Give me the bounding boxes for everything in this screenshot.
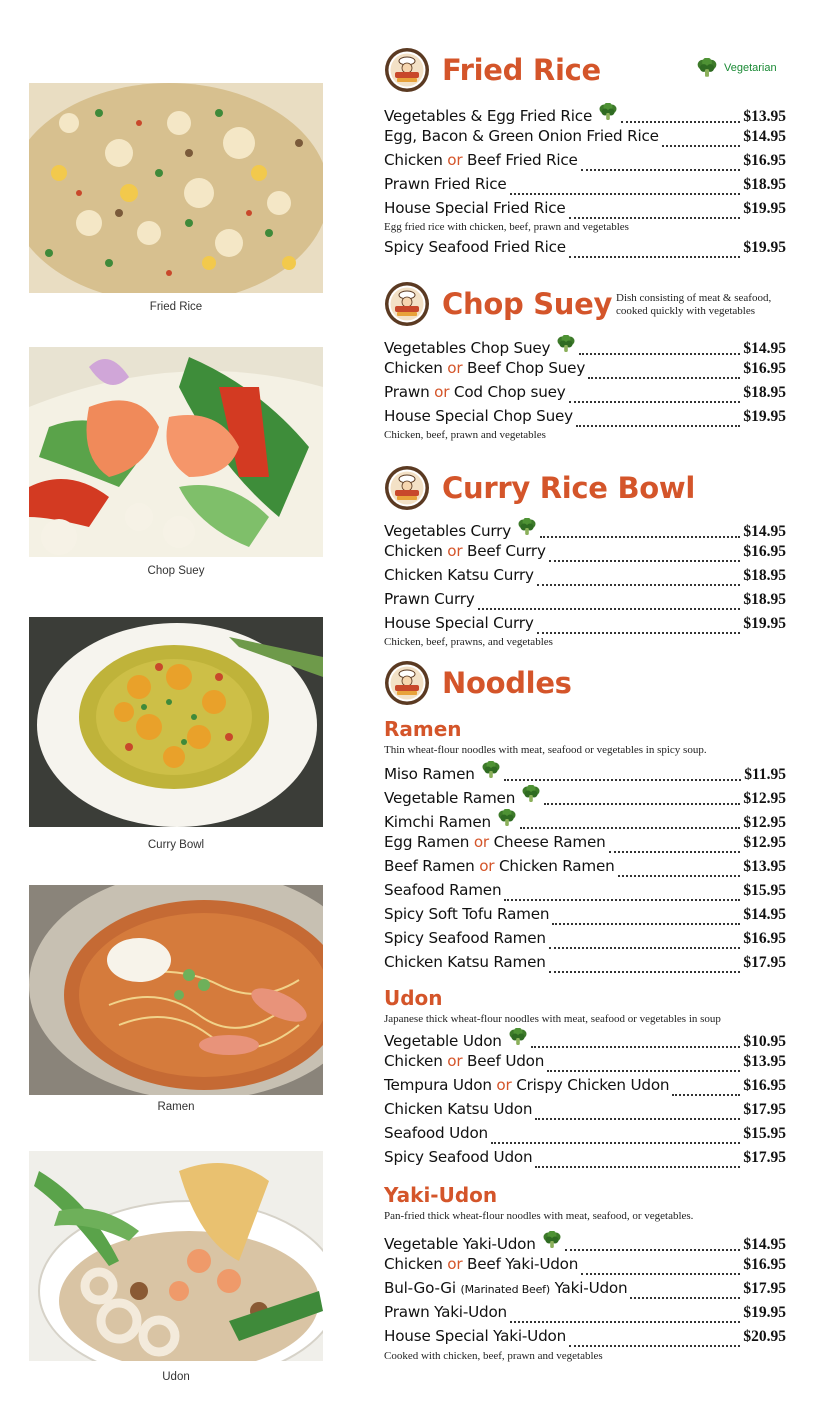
photo-caption: Fried Rice — [149, 301, 203, 313]
menu-item: Chicken or Beef Udon $13.95 — [384, 1052, 786, 1070]
udon-photo — [29, 1151, 323, 1361]
menu-item: Spicy Seafood Ramen $16.95 — [384, 929, 786, 947]
restaurant-logo-icon — [384, 47, 430, 93]
vegetarian-icon — [481, 761, 501, 779]
photo-caption: Ramen — [157, 1101, 195, 1113]
menu-item: Bul-Go-Gi (Marinated Beef) Yaki-Udon $17.95 — [384, 1279, 786, 1297]
menu-item: Miso Ramen $11.95 — [384, 761, 786, 785]
item-description: Chicken, beef, prawn and vegetables — [384, 429, 546, 441]
photo-caption: Udon — [162, 1371, 190, 1383]
vegetarian-icon — [556, 335, 576, 353]
vegetarian-legend — [696, 58, 777, 78]
menu-item: Vegetables Curry $14.95 — [384, 518, 786, 542]
menu-item: Spicy Soft Tofu Ramen $14.95 — [384, 905, 786, 923]
section-header-curry — [384, 465, 695, 511]
menu-item: Seafood Udon $15.95 — [384, 1124, 786, 1142]
fried-rice-photo — [29, 83, 323, 293]
section-header-fried-rice — [384, 47, 601, 93]
curry-bowl-photo — [29, 617, 323, 827]
vegetarian-icon — [508, 1028, 528, 1046]
vegetarian-icon — [521, 785, 541, 803]
item-description: Cooked with chicken, beef, prawn and vegetables — [384, 1350, 603, 1362]
menu-item: Chicken or Beef Fried Rice $16.95 — [384, 151, 786, 169]
vegetarian-icon — [542, 1231, 562, 1249]
broccoli-icon — [696, 58, 718, 78]
section-title: Chop Suey — [442, 287, 613, 321]
menu-item: House Special Yaki-Udon $20.95 — [384, 1327, 786, 1345]
menu-item: Prawn Fried Rice $18.95 — [384, 175, 786, 193]
menu-item: Tempura Udon or Crispy Chicken Udon $16.95 — [384, 1076, 786, 1094]
menu-item: Prawn Curry $18.95 — [384, 590, 786, 608]
subsection-title: Udon — [384, 986, 443, 1010]
menu-item: Vegetable Ramen $12.95 — [384, 785, 786, 809]
subsection-title: Yaki-Udon — [384, 1183, 498, 1207]
menu-item: Beef Ramen or Chicken Ramen $13.95 — [384, 857, 786, 875]
menu-item: Vegetables Chop Suey $14.95 — [384, 335, 786, 359]
subsection-description: Thin wheat-flour noodles with meat, seafood or vegetables in spicy soup. — [384, 744, 707, 756]
section-title: Curry Rice Bowl — [442, 471, 696, 505]
section-title: Fried Rice — [442, 53, 601, 87]
vegetarian-icon — [517, 518, 537, 536]
menu-item: House Special Curry $19.95 — [384, 614, 786, 632]
menu-item: Chicken or Beef Yaki-Udon $16.95 — [384, 1255, 786, 1273]
menu-item: Vegetable Yaki-Udon $14.95 — [384, 1231, 786, 1255]
subsection-description: Japanese thick wheat-flour noodles with meat, seafood or vegetables in soup — [384, 1013, 721, 1025]
section-note: Dish consisting of meat & seafood, cooked quickly with vegetables — [616, 292, 772, 317]
menu-item: Chicken or Beef Chop Suey $16.95 — [384, 359, 786, 377]
restaurant-logo-icon — [384, 660, 430, 706]
item-description: Chicken, beef, prawns, and vegetables — [384, 636, 553, 648]
menu-item: Chicken Katsu Ramen $17.95 — [384, 953, 786, 971]
section-header-chop-suey — [384, 281, 612, 327]
subsection-description: Pan-fried thick wheat-flour noodles with meat, seafood, or vegetables. — [384, 1210, 694, 1222]
menu-item: House Special Fried Rice $19.95 — [384, 199, 786, 217]
menu-item: House Special Chop Suey $19.95 — [384, 407, 786, 425]
ramen-photo — [29, 885, 323, 1095]
menu-item: Chicken Katsu Curry $18.95 — [384, 566, 786, 584]
subsection-title: Ramen — [384, 717, 462, 741]
menu-item: Spicy Seafood Fried Rice $19.95 — [384, 238, 786, 256]
menu-item: Egg, Bacon & Green Onion Fried Rice $14.95 — [384, 127, 786, 145]
menu-item: Kimchi Ramen $12.95 — [384, 809, 786, 833]
menu-item: Prawn or Cod Chop suey $18.95 — [384, 383, 786, 401]
menu-item: Vegetable Udon $10.95 — [384, 1028, 786, 1052]
menu-item: Egg Ramen or Cheese Ramen $12.95 — [384, 833, 786, 851]
legend-label: Vegetarian — [724, 62, 777, 74]
vegetarian-icon — [598, 103, 618, 121]
menu-item: Spicy Seafood Udon $17.95 — [384, 1148, 786, 1166]
chop-suey-photo — [29, 347, 323, 557]
menu-item: Seafood Ramen $15.95 — [384, 881, 786, 899]
photo-caption: Chop Suey — [147, 565, 205, 577]
menu-item: Chicken or Beef Curry $16.95 — [384, 542, 786, 560]
restaurant-logo-icon — [384, 281, 430, 327]
restaurant-logo-icon — [384, 465, 430, 511]
menu-item: Chicken Katsu Udon $17.95 — [384, 1100, 786, 1118]
vegetarian-icon — [497, 809, 517, 827]
section-title: Noodles — [442, 666, 572, 700]
photo-caption: Curry Bowl — [147, 839, 205, 851]
menu-item: Vegetables & Egg Fried Rice $13.95 — [384, 103, 786, 127]
item-description: Egg fried rice with chicken, beef, prawn and vegetables — [384, 221, 629, 233]
section-header-noodles — [384, 660, 572, 706]
menu-item: Prawn Yaki-Udon $19.95 — [384, 1303, 786, 1321]
